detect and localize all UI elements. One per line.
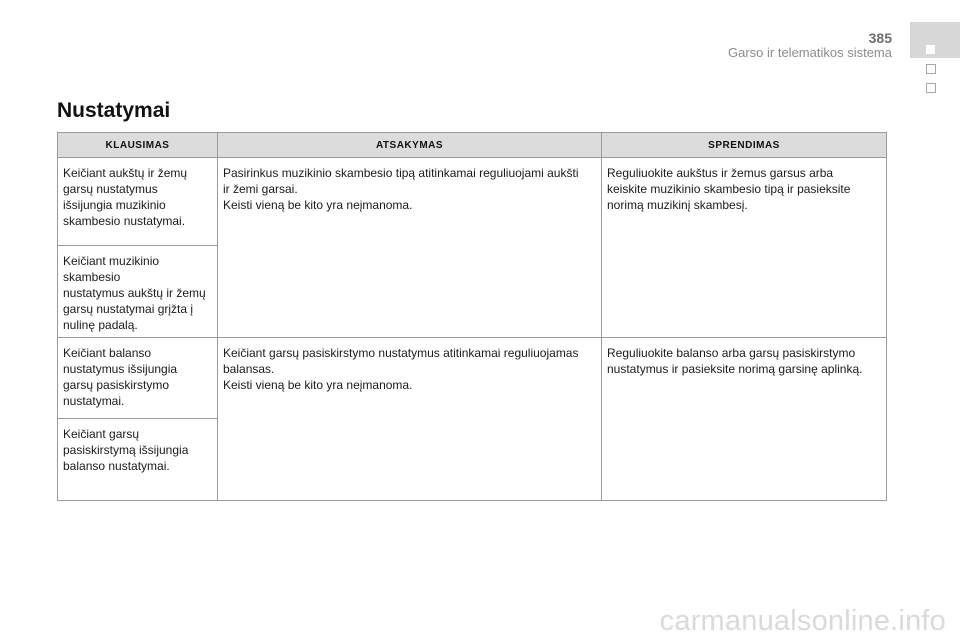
section-tab (910, 22, 960, 58)
watermark: carmanualsonline.info (659, 605, 946, 637)
column-header-question: KLAUSIMAS (58, 133, 218, 158)
question-cell: Keičiant balanso nustatymus išsijungia garsų pasiskirstymo nustatymai. (58, 338, 218, 419)
settings-table (57, 132, 887, 501)
question-cell: Keičiant garsų pasiskirstymą išsijungia balanso nustatymai. (58, 419, 218, 501)
answer-cell: Keičiant garsų pasiskirstymo nustatymus atitinkamai reguliuojamas balansas. Keisti vieną be kito yra neįmanoma. (218, 338, 602, 501)
column-header-answer: ATSAKYMAS (218, 133, 602, 158)
column-header-solution: SPRENDIMAS (602, 133, 887, 158)
section-title: Garso ir telematikos sistema (728, 45, 892, 60)
solution-cell: Reguliuokite balanso arba garsų pasiskirstymo nustatymus ir pasieksite norimą garsinę aplinką. (602, 338, 887, 501)
page-title: Nustatymai (57, 99, 171, 122)
section-marker (926, 64, 936, 74)
table-row (58, 158, 887, 246)
table-header-row (58, 133, 887, 158)
question-cell: Keičiant muzikinio skambesio nustatymus aukštų ir žemų garsų nustatymai grįžta į nulinę padalą. (58, 246, 218, 338)
answer-cell: Pasirinkus muzikinio skambesio tipą atitinkamai reguliuojami aukšti ir žemi garsai. Keisti vieną be kito yra neįmanoma. (218, 158, 602, 338)
solution-cell: Reguliuokite aukštus ir žemus garsus arba keiskite muzikinio skambesio tipą ir pasieksite norimą muzikinį skambesį. (602, 158, 887, 338)
table-row (58, 338, 887, 419)
question-cell: Keičiant aukštų ir žemų garsų nustatymus išsijungia muzikinio skambesio nustatymai. (58, 158, 218, 246)
section-marker (926, 83, 936, 93)
current-section-marker (926, 45, 935, 54)
page-number: 385 (868, 30, 892, 46)
